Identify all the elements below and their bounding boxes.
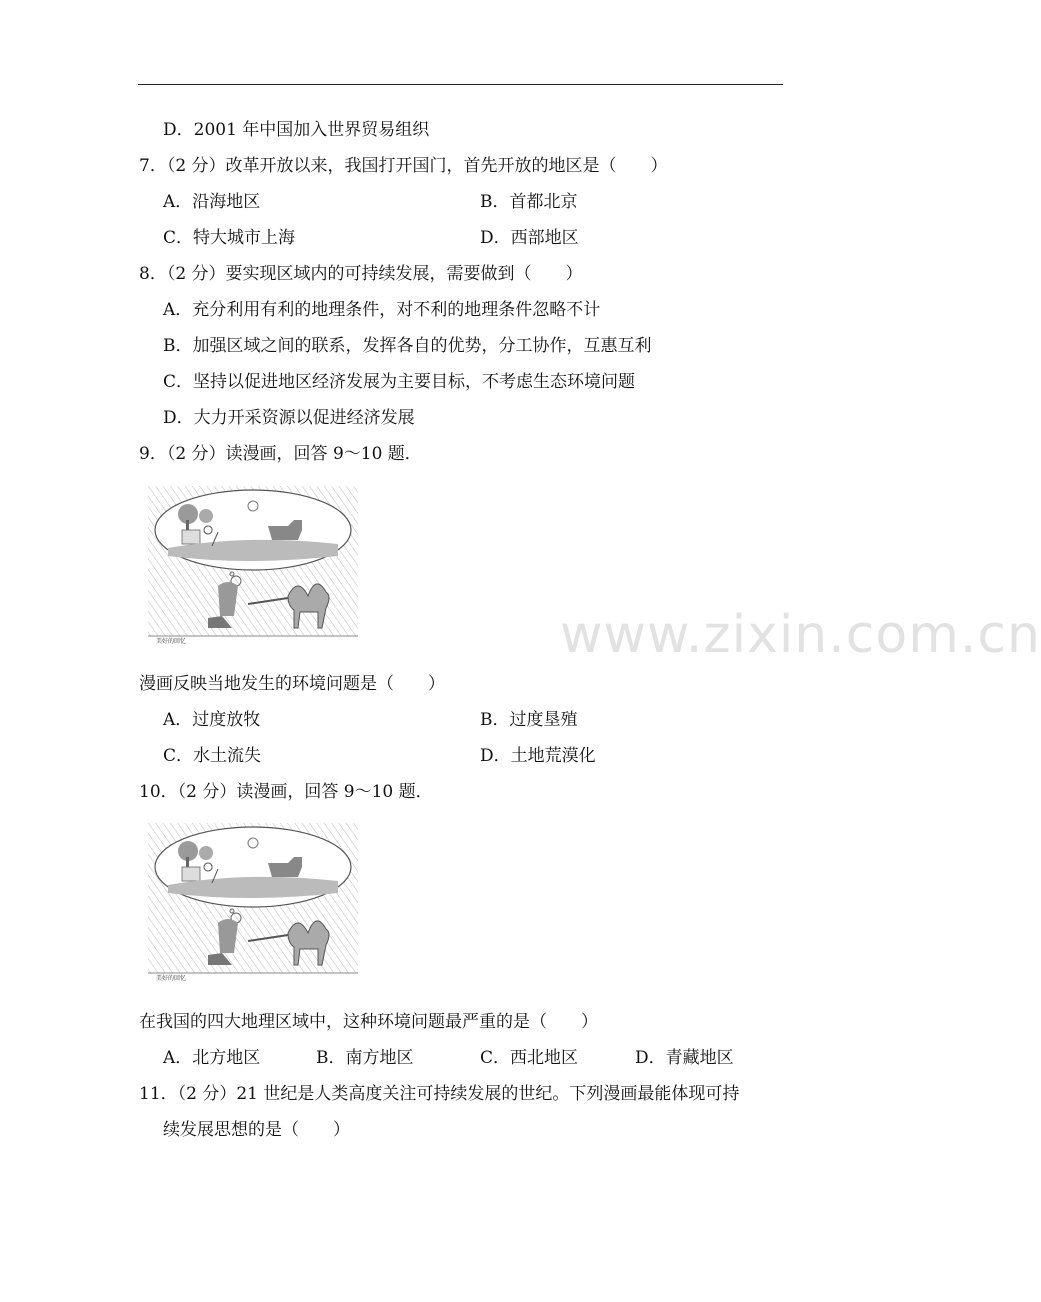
q9-option-a: A．过度放牧 <box>163 710 261 730</box>
q10-option-c: C．西北地区 <box>480 1048 579 1068</box>
cartoon-caption: 美好的回忆 <box>156 975 187 982</box>
q7-option-b: B．首都北京 <box>480 192 578 212</box>
option-d-q6: D．2001 年中国加入世界贸易组织 <box>163 120 430 140</box>
q10-option-b: B．南方地区 <box>316 1048 414 1068</box>
q9-option-b: B．过度垦殖 <box>480 710 578 730</box>
question-10-prompt: 在我国的四大地理区域中，这种环境问题最严重的是（ ） <box>139 1012 598 1032</box>
header-rule <box>138 84 783 85</box>
question-9-stem: 9．（2 分）读漫画，回答 9～10 题． <box>139 444 422 464</box>
question-8-stem: 8．（2 分）要实现区域内的可持续发展，需要做到（ ） <box>139 264 583 284</box>
q8-option-d: D．大力开采资源以促进经济发展 <box>163 408 415 428</box>
q7-option-a: A．沿海地区 <box>163 192 261 212</box>
watermark: www.zixin.com.cn <box>560 605 1041 665</box>
q9-option-c: C．水土流失 <box>163 746 262 766</box>
q8-option-a: A．充分利用有利的地理条件，对不利的地理条件忽略不计 <box>163 300 601 320</box>
desertification-cartoon-2 <box>148 823 358 981</box>
q10-option-d: D．青藏地区 <box>635 1048 734 1068</box>
question-11-stem-line2: 续发展思想的是（ ） <box>163 1120 350 1140</box>
question-9-prompt: 漫画反映当地发生的环境问题是（ ） <box>139 674 445 694</box>
q9-option-d: D．土地荒漠化 <box>480 746 596 766</box>
cartoon-caption: 美好的回忆 <box>156 638 187 645</box>
q8-option-b: B．加强区域之间的联系，发挥各自的优势，分工协作，互惠互利 <box>163 336 652 356</box>
q8-option-c: C．坚持以促进地区经济发展为主要目标，不考虑生态环境问题 <box>163 372 636 392</box>
question-11-stem-line1: 11．（2 分）21 世纪是人类高度关注可持续发展的世纪。下列漫画最能体现可持 <box>139 1084 740 1104</box>
question-7-stem: 7．（2 分）改革开放以来，我国打开国门，首先开放的地区是（ ） <box>139 156 668 176</box>
desertification-cartoon-1 <box>148 486 358 644</box>
question-10-stem: 10．（2 分）读漫画，回答 9～10 题． <box>139 782 433 802</box>
q10-option-a: A．北方地区 <box>163 1048 261 1068</box>
q7-option-d: D．西部地区 <box>480 228 579 248</box>
q7-option-c: C．特大城市上海 <box>163 228 296 248</box>
